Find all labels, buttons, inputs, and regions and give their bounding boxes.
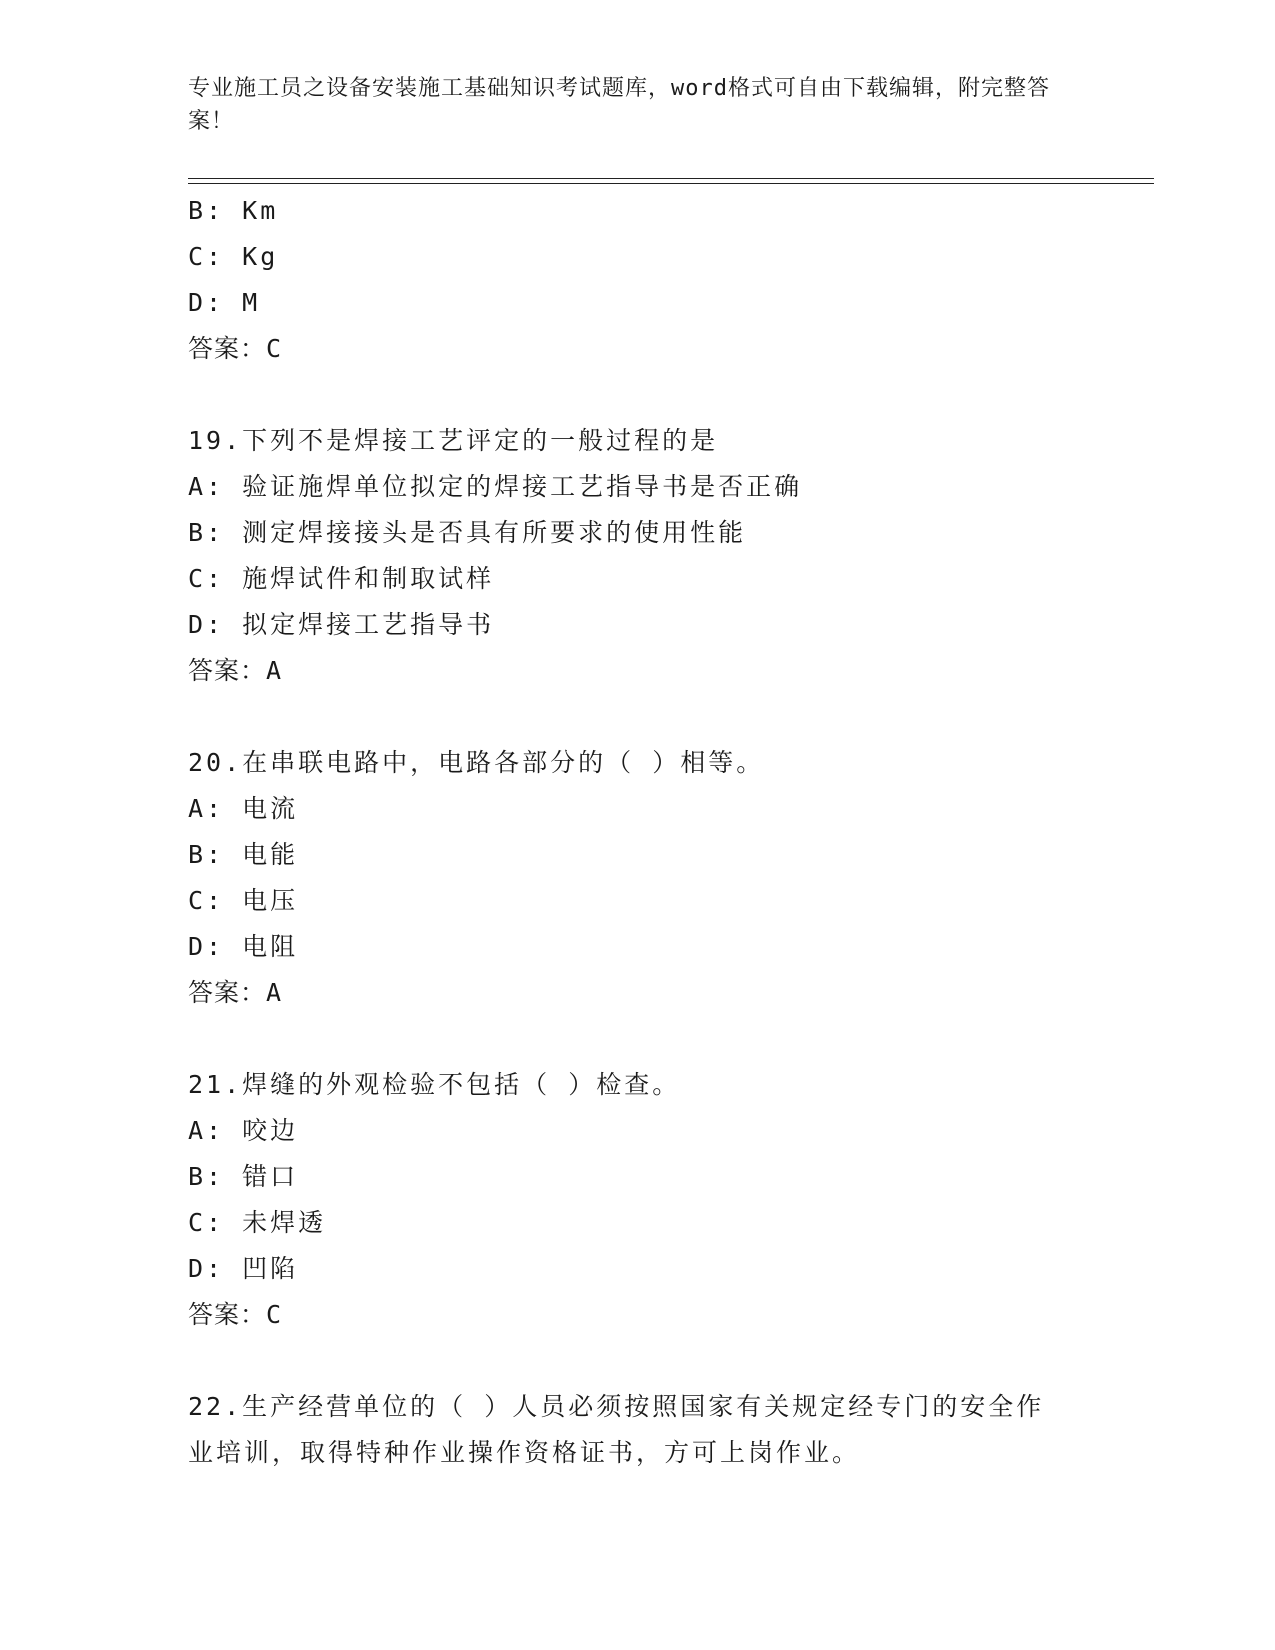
option-c: C: 电压 xyxy=(188,886,299,915)
option-a: A: 验证施焊单位拟定的焊接工艺指导书是否正确 xyxy=(188,472,803,501)
spacer xyxy=(188,1338,1088,1384)
option-b: B: 测定焊接接头是否具有所要求的使用性能 xyxy=(188,518,747,547)
question-20 xyxy=(188,740,1088,1016)
option-a: A: 咬边 xyxy=(188,1116,299,1145)
answer: 答案：A xyxy=(188,978,283,1007)
question-22 xyxy=(188,1384,1088,1476)
document-title: 专业施工员之设备安装施工基础知识考试题库，word格式可自由下载编辑，附完整答案！ xyxy=(188,76,1050,134)
question-stem-line-1: 22.生产经营单位的（ ）人员必须按照国家有关规定经专门的安全作 xyxy=(188,1392,1045,1421)
option-d: D: M xyxy=(188,288,261,317)
option-b: B: 错口 xyxy=(188,1162,299,1191)
option-c: C: Kg xyxy=(188,242,279,271)
option-d: D: 凹陷 xyxy=(188,1254,299,1283)
option-d: D: 电阻 xyxy=(188,932,299,961)
option-d: D: 拟定焊接工艺指导书 xyxy=(188,610,495,639)
page-header xyxy=(188,72,1068,138)
answer: 答案：A xyxy=(188,656,283,685)
question-stem: 20.在串联电路中，电路各部分的（ ）相等。 xyxy=(188,748,765,777)
answer: 答案：C xyxy=(188,1300,283,1329)
question-21 xyxy=(188,1062,1088,1338)
spacer xyxy=(188,1016,1088,1062)
question-list xyxy=(188,188,1088,1476)
option-b: B: Km xyxy=(188,196,279,225)
question-18-tail xyxy=(188,188,1088,372)
answer: 答案：C xyxy=(188,334,283,363)
question-stem: 21.焊缝的外观检验不包括（ ）检查。 xyxy=(188,1070,681,1099)
spacer xyxy=(188,372,1088,418)
header-rule-top xyxy=(188,178,1154,179)
option-c: C: 未焊透 xyxy=(188,1208,327,1237)
option-a: A: 电流 xyxy=(188,794,299,823)
spacer xyxy=(188,694,1088,740)
option-b: B: 电能 xyxy=(188,840,299,869)
option-c: C: 施焊试件和制取试样 xyxy=(188,564,495,593)
header-rule-bottom xyxy=(188,183,1154,184)
question-19 xyxy=(188,418,1088,694)
question-stem-line-2: 业培训，取得特种作业操作资格证书，方可上岗作业。 xyxy=(188,1438,861,1467)
question-stem: 19.下列不是焊接工艺评定的一般过程的是 xyxy=(188,426,719,455)
